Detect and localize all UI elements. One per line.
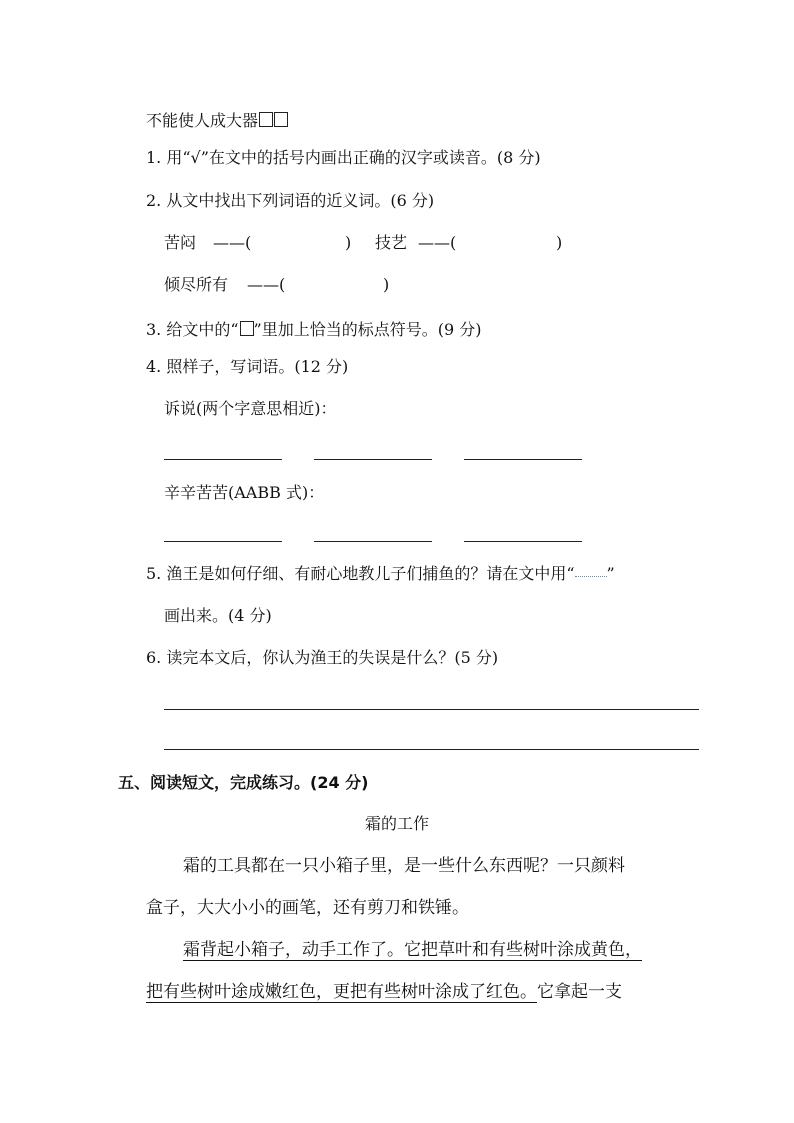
blank-box (259, 112, 273, 127)
intro-line (146, 110, 288, 132)
answer-line-long[interactable] (164, 749, 699, 750)
wavy-underline-sample (575, 568, 607, 577)
punctuation-box (240, 321, 254, 336)
intro-text: 不能使人成大器 (146, 111, 259, 130)
blank-box (274, 112, 288, 127)
q2-item-c-dash: ——( (247, 275, 286, 294)
question-5-line2: 画出来。(4 分) (164, 606, 272, 625)
answer-line[interactable] (464, 459, 582, 460)
q2-item-a-dash: ——( (213, 233, 252, 252)
passage-line-underlined: 霜背起小箱子，动手工作了。它把草叶和有些树叶涂成黄色， (183, 940, 642, 960)
question-2: 2. 从文中找出下列词语的近义词。(6 分) (146, 191, 435, 210)
question-6: 6. 读完本文后，你认为渔王的失误是什么？(5 分) (146, 648, 499, 667)
underlined-text: 把有些树叶途成嫩红色，更把有些树叶涂成了红色。 (146, 982, 537, 1002)
section-heading: 五、阅读短文，完成练习。(24 分) (118, 773, 369, 792)
q2-item-b-word: 技艺 (375, 233, 408, 252)
answer-line[interactable] (164, 459, 282, 460)
question-3: 3. 给文中的“ ”里加上恰当的标点符号。(9 分) (146, 320, 482, 339)
passage-line: 霜的工具都在一只小箱子里，是一些什么东西呢？一只颜料 (183, 856, 625, 876)
q4-prompt-a: 诉说(两个字意思相近)： (164, 399, 337, 418)
q2-item-b-close: ) (556, 233, 563, 252)
question-4: 4. 照样子，写词语。(12 分) (146, 357, 349, 376)
q2-item-c-word: 倾尽所有 (164, 275, 229, 294)
q2-item-a-word: 苦闷 (164, 233, 197, 252)
question-5: 5. 渔王是如何仔细、有耐心地教儿子们捕鱼的？请在文中用“ ” (146, 564, 615, 583)
answer-line[interactable] (314, 541, 432, 542)
answer-line-long[interactable] (164, 709, 699, 710)
q2-item-c-close: ) (383, 275, 390, 294)
q2-item-a-close: ) (345, 233, 352, 252)
passage-title: 霜的工作 (364, 814, 429, 833)
passage-line: 盒子，大大小小的画笔，还有剪刀和铁锤。 (146, 898, 469, 918)
question-1: 1. 用“√”在文中的括号内画出正确的汉字或读音。(8 分) (146, 148, 541, 167)
q4-prompt-b: 辛辛苦苦(AABB 式)： (164, 483, 325, 502)
passage-line: 把有些树叶途成嫩红色，更把有些树叶涂成了红色。它拿起一支 (146, 982, 622, 1002)
q2-item-b-dash: ——( (418, 233, 457, 252)
answer-line[interactable] (314, 459, 432, 460)
answer-line[interactable] (464, 541, 582, 542)
answer-line[interactable] (164, 541, 282, 542)
